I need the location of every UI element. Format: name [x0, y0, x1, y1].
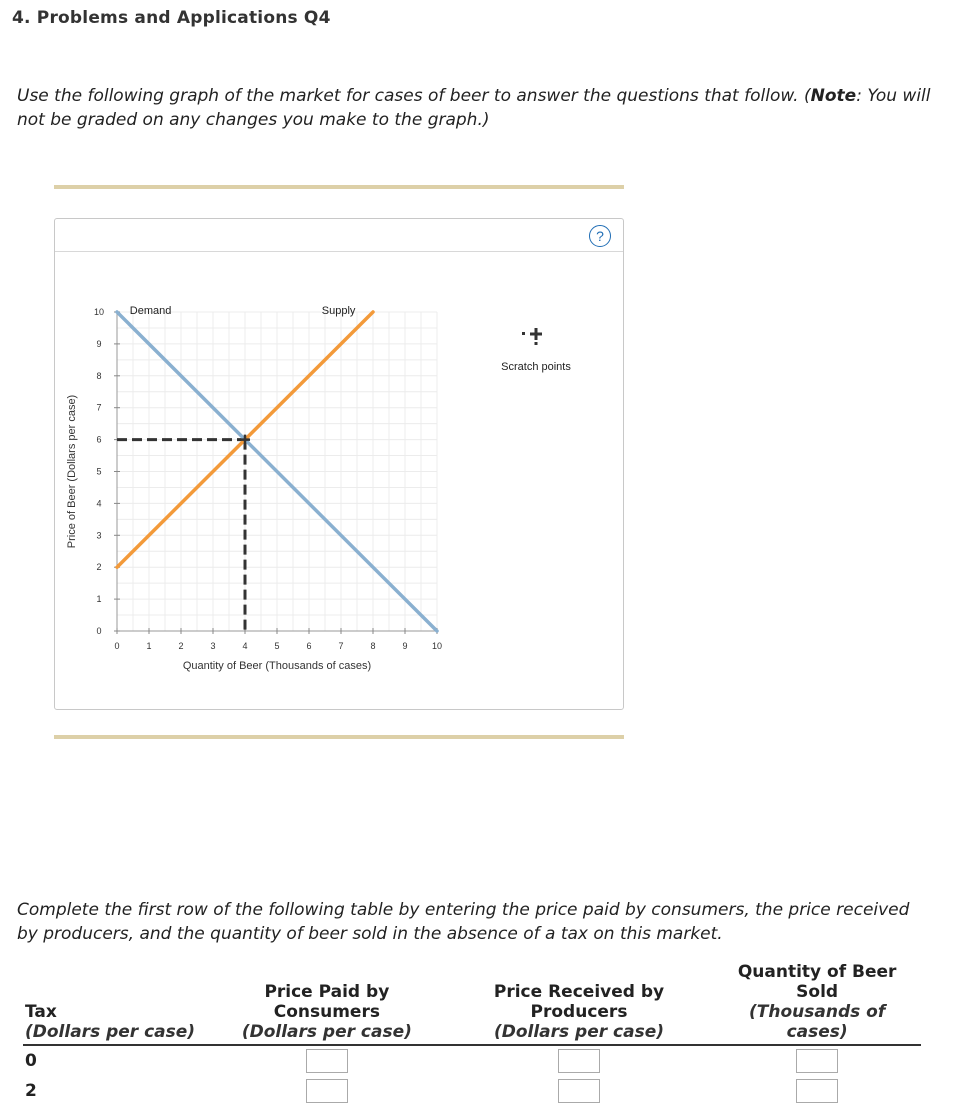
y-tick-label: 3 — [96, 530, 102, 541]
table-row — [23, 1045, 921, 1076]
x-tick-label: 10 — [431, 641, 443, 651]
x-tick-label: 7 — [338, 641, 344, 651]
divider-top — [54, 185, 624, 189]
y-tick-label: 1 — [96, 594, 102, 605]
x-tick-label: 1 — [146, 641, 152, 651]
scratch-point-icon-dot — [522, 332, 525, 335]
quantity-cell — [713, 1045, 921, 1076]
y-tick-label: 6 — [96, 434, 102, 445]
help-icon[interactable]: ? — [589, 225, 611, 247]
price-paid-cell — [209, 1045, 445, 1076]
intro-text: Use the following graph of the market for cases of beer to answer the questions that follow. (Note: You will not be graded on any changes you make to the graph.) — [17, 86, 931, 130]
y-tick-label: 0 — [96, 626, 102, 636]
x-tick-label: 6 — [306, 641, 312, 651]
quantity-cell — [713, 1076, 921, 1106]
price-paid-input[interactable] — [306, 1079, 348, 1103]
price-received-input[interactable] — [558, 1079, 600, 1103]
tax-value: 0 — [25, 1051, 37, 1071]
tax-value: 2 — [25, 1081, 37, 1101]
demand-label: Demand — [129, 305, 172, 317]
header-quantity: Quantity of Beer Sold (Thousands of cases) — [713, 962, 921, 1045]
x-tick-label: 5 — [274, 641, 280, 651]
supply-label: Supply — [321, 305, 356, 317]
divider-bottom — [54, 735, 624, 739]
x-tick-label: 9 — [402, 641, 408, 651]
y-tick-label: 8 — [96, 370, 102, 381]
quantity-input[interactable] — [796, 1079, 838, 1103]
y-tick-label: 9 — [96, 338, 102, 349]
y-tick-label: 10 — [93, 307, 105, 317]
header-price-paid: Price Paid by Consumers (Dollars per case) — [209, 962, 445, 1045]
header-price-received: Price Received by Producers (Dollars per case) — [445, 962, 714, 1045]
page-title: 4. Problems and Applications Q4 — [12, 8, 331, 28]
x-tick-label: 4 — [242, 641, 248, 651]
price-paid-cell — [209, 1076, 445, 1106]
y-tick-label: 7 — [96, 402, 102, 413]
x-tick-label: 3 — [210, 641, 216, 651]
price-received-input[interactable] — [558, 1049, 600, 1073]
price-received-cell — [445, 1045, 714, 1076]
graph-panel — [54, 218, 624, 710]
x-axis-label: Quantity of Beer (Thousands of cases) — [182, 660, 372, 672]
y-tick-label: 2 — [96, 562, 102, 573]
scratch-point-icon[interactable] — [530, 328, 542, 340]
x-tick-label: 8 — [370, 641, 376, 651]
price-paid-input[interactable] — [306, 1049, 348, 1073]
scratch-point-icon-dot — [535, 342, 538, 345]
x-tick-label: 2 — [178, 641, 184, 651]
table-row — [23, 1076, 921, 1106]
tax-table — [23, 962, 921, 1106]
header-tax: Tax (Dollars per case) — [23, 962, 209, 1045]
quantity-input[interactable] — [796, 1049, 838, 1073]
table-instructions: Complete the first row of the following table by entering the price paid by consumers, the price received by producers, and the quantity of beer sold in the absence of a tax on this market. — [17, 900, 910, 944]
scratch-points-label: Scratch points — [501, 361, 571, 373]
x-tick-label: 0 — [114, 641, 120, 651]
note-label: Note — [810, 86, 857, 106]
y-axis-label: Price of Beer (Dollars per case) — [66, 394, 78, 549]
supply-demand-chart[interactable] — [55, 219, 623, 709]
y-tick-label: 4 — [96, 498, 102, 509]
price-received-cell — [445, 1076, 714, 1106]
y-tick-label: 5 — [96, 466, 102, 477]
table-header-row — [23, 962, 921, 1045]
